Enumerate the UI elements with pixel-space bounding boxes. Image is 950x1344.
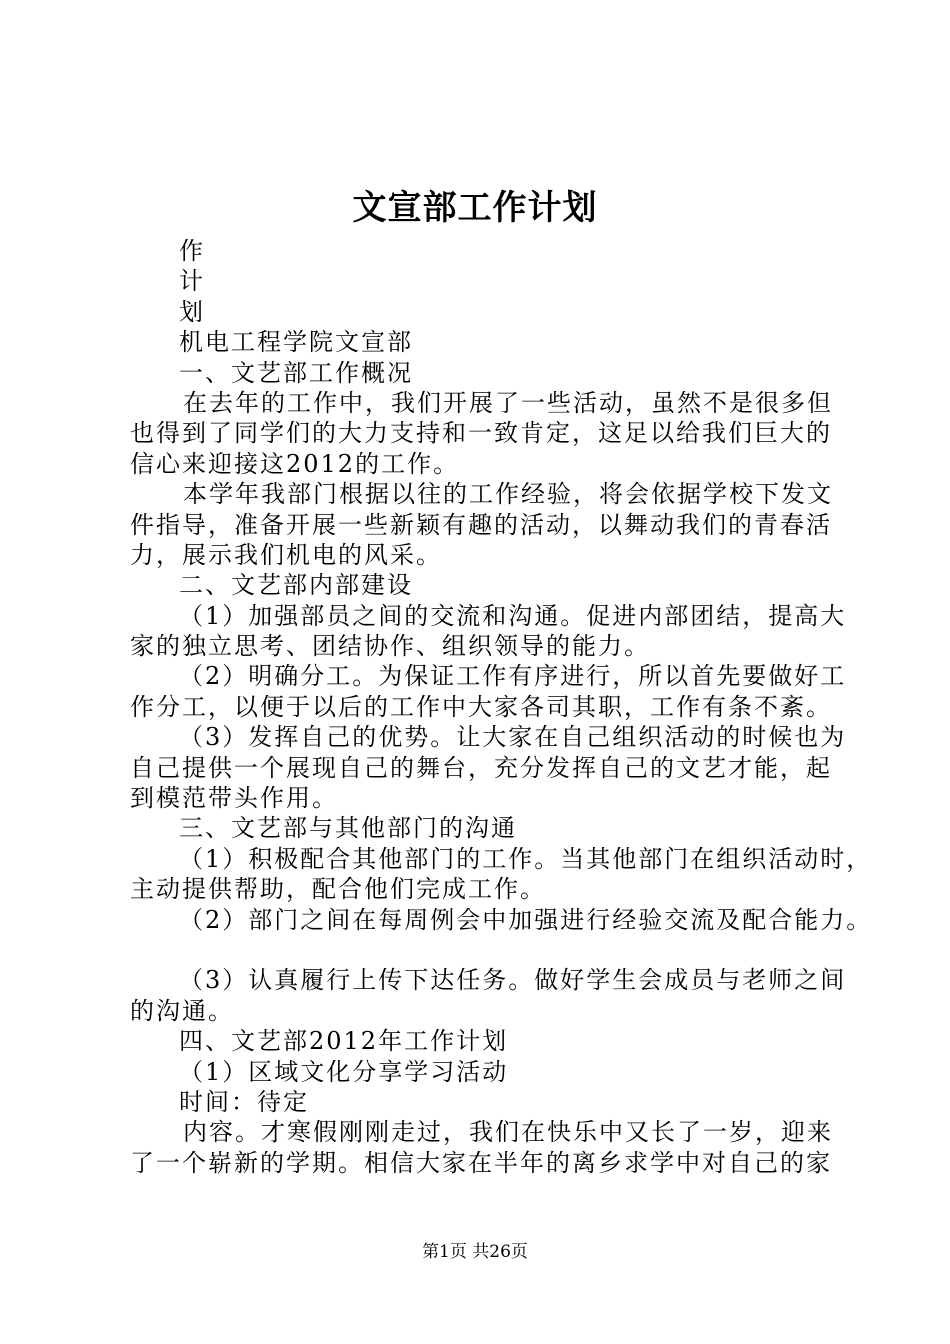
paragraph-line: 信心来迎接这2012的工作。 (130, 449, 460, 478)
page-footer: 第1页 共26页 (422, 1242, 528, 1262)
paragraph-line: 划 (179, 297, 205, 326)
paragraph-line: 四、文艺部2012年工作计划 (179, 1027, 509, 1056)
paragraph-line: 计 (179, 267, 205, 296)
document-body (130, 236, 873, 1178)
paragraph-line: 家的独立思考、团结协作、组织领导的能力。 (130, 632, 650, 661)
paragraph-line: （1）区域文化分享学习活动 (179, 1057, 509, 1086)
paragraph-line: （1）加强部员之间的交流和沟通。促进内部团结，提高大 (179, 601, 847, 630)
paragraph-line: 的沟通。 (130, 996, 234, 1025)
paragraph-line: 了一个崭新的学期。相信大家在半年的离乡求学中对自己的家 (130, 1148, 832, 1177)
blank-line (130, 935, 835, 965)
paragraph-line: （1）积极配合其他部门的工作。当其他部门在组织活动时， (179, 844, 873, 873)
paragraph-line: 时间：待定 (179, 1087, 309, 1116)
paragraph-line: （2）部门之间在每周例会中加强进行经验交流及配合能力。 (179, 905, 873, 934)
paragraph-line: 自己提供一个展现自己的舞台，充分发挥自己的文艺才能，起 (130, 753, 832, 782)
document-title: 文宣部工作计划 (352, 188, 598, 228)
paragraph-line: 二、文艺部内部建设 (179, 571, 413, 600)
paragraph-line: （2）明确分工。为保证工作有序进行，所以首先要做好工 (179, 662, 847, 691)
paragraph-line: 到模范带头作用。 (130, 784, 338, 813)
paragraph-line: 内容。才寒假刚刚走过，我们在快乐中又长了一岁，迎来 (183, 1118, 833, 1147)
paragraph-line: （3）发挥自己的优势。让大家在自己组织活动的时候也为 (179, 723, 847, 752)
paragraph-line: 在去年的工作中，我们开展了一些活动，虽然不是很多但 (183, 388, 833, 417)
paragraph-line: 作 (179, 237, 205, 265)
paragraph-line: 也得到了同学们的大力支持和一致肯定，这足以给我们巨大的 (130, 419, 832, 448)
paragraph-line: 件指导，准备开展一些新颖有趣的活动，以舞动我们的青春活 (130, 510, 832, 539)
paragraph-line: 主动提供帮助，配合他们完成工作。 (130, 875, 546, 904)
paragraph-line: 作分工，以便于以后的工作中大家各司其职，工作有条不紊。 (130, 692, 832, 721)
paragraph-line: 机电工程学院文宣部 (179, 328, 413, 357)
paragraph-line: 三、文艺部与其他部门的沟通 (179, 814, 517, 843)
paragraph-line: 本学年我部门根据以往的工作经验，将会依据学校下发文 (183, 480, 833, 509)
paragraph-line: （3）认真履行上传下达任务。做好学生会成员与老师之间 (179, 966, 847, 995)
paragraph-line: 一、文艺部工作概况 (179, 358, 413, 387)
paragraph-line: 力，展示我们机电的风采。 (130, 540, 442, 569)
